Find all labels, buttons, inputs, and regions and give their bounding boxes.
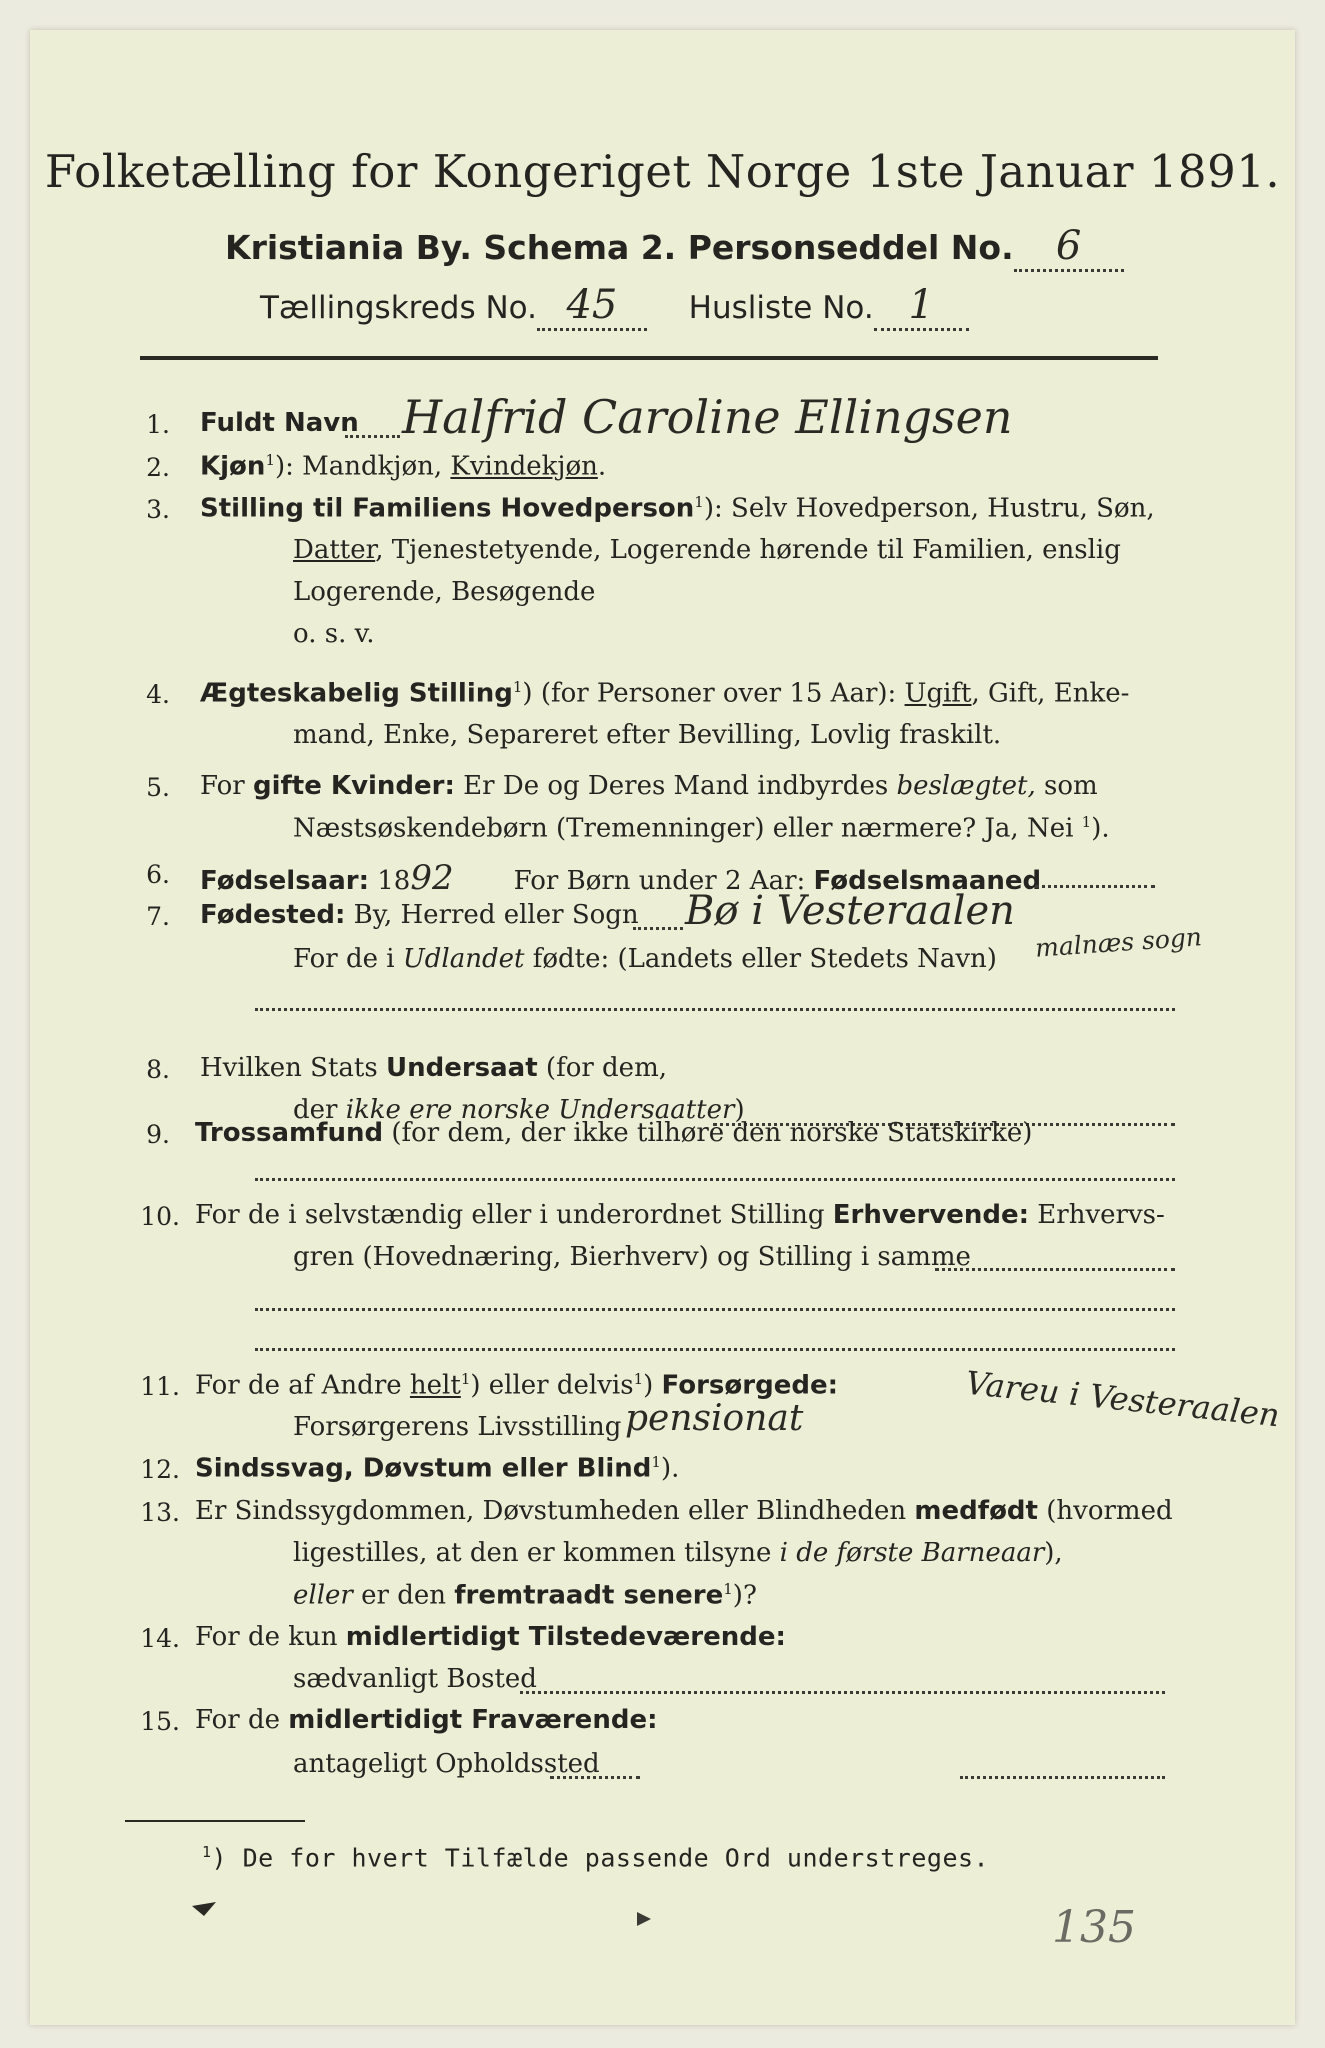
q3-line-1 (200, 493, 1155, 524)
q13-text-1: Er Sindssygdommen, Døvstumheden eller Blindheden (195, 1496, 915, 1526)
header-rule (140, 356, 1158, 360)
q5-pre: For (200, 771, 253, 801)
q9-line (195, 1118, 1032, 1148)
q13-italic-2: eller (293, 1580, 353, 1611)
q9-number: 9. (146, 1120, 170, 1149)
form-title: Folketælling for Kongeriget Norge 1ste Januar 1891. (44, 145, 1281, 198)
q15-leader-1 (550, 1776, 640, 1779)
q13-text-3b: ), (1044, 1538, 1063, 1568)
q13-text-3a: ligestilles, at den er kommen tilsyne (293, 1538, 780, 1568)
q7-text-2a: For de i (293, 944, 403, 974)
q7-text-2b: fødte: (Landets eller Stedets Navn) (524, 944, 997, 974)
q6-number: 6. (146, 860, 170, 889)
page-number: 135 (1052, 1902, 1136, 1953)
q4-label: Ægteskabelig Stilling (200, 678, 513, 709)
q5-end: ). (1091, 813, 1110, 844)
q6-prefix: 18 (369, 866, 411, 896)
q10-text-1: For de i selvstændig eller i underordnet Stilling (195, 1200, 833, 1230)
q11-choice: helt (409, 1370, 461, 1401)
q10-blank-line-1 (255, 1308, 1175, 1311)
q5-text-3: Næstsøskendebørn (Tremenninger) eller nærmere? Ja, Nei (293, 813, 1082, 844)
q8-italic: ikke ere norske Undersaatter (345, 1095, 735, 1125)
q5-italic: beslægtet, (896, 771, 1036, 801)
q4-line-1 (200, 678, 1129, 709)
q12-sup: 1 (651, 1453, 661, 1471)
footnote-rule (125, 1820, 305, 1822)
q12-number: 12. (140, 1455, 180, 1484)
q9-blank-line (255, 1178, 1175, 1181)
q8-number: 8. (146, 1055, 170, 1084)
q6-answer: 92 (410, 858, 454, 898)
q10-number: 10. (140, 1202, 180, 1231)
footnote-text: ) De for hvert Tilfælde passende Ord understreges. (211, 1843, 990, 1873)
q15-leader-2 (960, 1776, 1165, 1779)
q13-line-3 (293, 1580, 757, 1611)
q12-label: Sindssvag, Døvstum eller Blind (195, 1453, 652, 1484)
q8-text-2a: der (293, 1095, 346, 1125)
q2-choice: Kvindekjøn (450, 451, 598, 482)
q5-label: gifte Kvinder: (252, 771, 455, 801)
q5-sup: 1 (1081, 813, 1092, 831)
q2-sup: 1 (265, 451, 275, 469)
q14-line-2: sædvanligt Bosted (293, 1664, 537, 1694)
q12-line (195, 1453, 679, 1484)
q7-label: Fødested: (200, 900, 346, 930)
q11-sup-1: 1 (460, 1370, 471, 1388)
census-form (30, 30, 1295, 2025)
q4-text-2: , Gift, Enke- (971, 678, 1130, 709)
q2-options: ): Mandkjøn, (274, 451, 451, 482)
q7-number: 7. (146, 902, 170, 931)
q14-pre: For de kun (195, 1622, 346, 1652)
kreds-label: Tællingskreds No. (260, 290, 537, 326)
q4-line-2: mand, Enke, Separeret efter Bevilling, Lovlig fraskilt. (293, 720, 1002, 750)
q11-answer: pensionat (625, 1398, 804, 1439)
q13-label: medfødt (914, 1496, 1038, 1526)
q1-answer: Halfrid Caroline Ellingsen (402, 390, 1013, 444)
q3-number: 3. (146, 495, 170, 524)
q1-label-text: Fuldt Navn (200, 408, 359, 438)
q8-text-1: (for dem, (537, 1053, 667, 1083)
q11-line-2: Forsørgerens Livsstilling (293, 1412, 622, 1442)
q2-label: Kjøn (200, 451, 266, 482)
q6-text: For Børn under 2 Aar: (513, 866, 814, 896)
q4-sup: 1 (512, 678, 523, 696)
q13-sup: 1 (723, 1580, 733, 1598)
ink-mark-icon (190, 1898, 220, 1920)
q10-line-2: gren (Hovednæring, Bierhverv) og Stilling i samme (293, 1242, 971, 1272)
q11-number: 11. (140, 1372, 180, 1401)
q11-text-3: ) (643, 1370, 662, 1401)
q15-pre: For de (195, 1705, 289, 1735)
q4-number: 4. (146, 680, 170, 709)
q7-italic: Udlandet (402, 944, 525, 974)
q3-label: Stilling til Familiens Hovedperson (200, 493, 695, 524)
q14-label: midlertidigt Tilstedeværende: (345, 1622, 786, 1652)
q15-line-2: antageligt Opholdssted (293, 1749, 600, 1779)
q2-text (200, 451, 606, 482)
q6-label-2: Fødselsmaaned (813, 866, 1042, 896)
q11-line-1 (195, 1370, 838, 1401)
q13-line-1 (195, 1496, 1173, 1526)
q7-blank-line (255, 1008, 1175, 1011)
q3-line-2 (293, 535, 1121, 565)
q14-leader (520, 1691, 1165, 1694)
q11-text-2: ) eller delvis (470, 1370, 634, 1401)
q8-pre: Hvilken Stats (200, 1053, 386, 1083)
q13-text-4b: )? (732, 1580, 757, 1611)
q10-line-1 (195, 1200, 1165, 1230)
kreds-line (260, 282, 969, 331)
q2-number: 2. (146, 453, 170, 482)
q6-leader (1035, 885, 1155, 888)
personseddel-number: 6 (1014, 223, 1124, 272)
q3-line-4: o. s. v. (293, 619, 375, 649)
q10-label: Erhvervende: (832, 1200, 1030, 1230)
q11-text-1: For de af Andre (195, 1370, 410, 1401)
footnote-sup: 1 (202, 1843, 212, 1861)
q10-blank-line-2 (255, 1348, 1175, 1351)
q5-line-2 (293, 813, 1110, 844)
q13-number: 13. (140, 1498, 180, 1527)
q3-line-3: Logerende, Besøgende (293, 577, 596, 607)
q7-line-1 (200, 900, 639, 930)
q10-leader (935, 1268, 1175, 1271)
q6-label: Fødselsaar: (200, 866, 369, 896)
q11-sup-2: 1 (633, 1370, 644, 1388)
q3-sup: 1 (694, 493, 704, 511)
q15-number: 15. (140, 1707, 180, 1736)
husliste-label: Husliste No. (688, 290, 874, 326)
q7-answer-2: malnæs sogn (1034, 922, 1203, 963)
q8-text-2b: ) (734, 1095, 745, 1125)
q1-leader (345, 435, 400, 438)
q1-number: 1. (146, 410, 170, 439)
form-subtitle (225, 223, 1124, 272)
q9-text: (for dem, der ikke tilhøre den norske Statskirke) (383, 1118, 1033, 1148)
q3-text-1: ): Selv Hovedperson, Hustru, Søn, (703, 493, 1155, 524)
q7-leader (633, 927, 683, 930)
q13-italic: i de første Barneaar (779, 1538, 1045, 1568)
q3-choice: Datter (293, 535, 376, 565)
q2-end: . (597, 451, 607, 482)
q1-label (200, 408, 359, 438)
subtitle-prefix: Kristiania By. Schema 2. Personseddel No. (225, 228, 1014, 267)
q7-answer: Bø i Vesteraalen (685, 888, 1015, 934)
q14-line-1 (195, 1622, 786, 1652)
q8-line-1 (200, 1053, 667, 1083)
kreds-number: 45 (537, 282, 647, 331)
q9-label: Trossamfund (195, 1118, 384, 1148)
q15-line-1 (195, 1705, 657, 1735)
husliste-number: 1 (874, 282, 969, 331)
q13-text-4a: er den (352, 1580, 455, 1611)
q14-number: 14. (140, 1624, 180, 1653)
q11-answer-2: Vareu i Vesteraalen (963, 1363, 1282, 1435)
q11-label: Forsørgede: (661, 1370, 838, 1401)
q5-number: 5. (146, 773, 170, 802)
q5-text-1: Er De og Deres Mand indbyrdes (454, 771, 897, 801)
q13-label-2: fremtraadt senere (454, 1580, 724, 1611)
q5-line-1 (200, 771, 1098, 801)
q7-text-1: By, Herred eller Sogn (345, 900, 639, 930)
q10-text-2: Erhvervs- (1029, 1200, 1165, 1230)
q5-text-2: som (1035, 771, 1098, 801)
q15-label: midlertidigt Fraværende: (288, 1705, 658, 1735)
q13-line-2 (293, 1538, 1063, 1568)
q12-end: ). (660, 1453, 680, 1484)
q4-text-1: ) (for Personer over 15 Aar): (522, 678, 905, 709)
q8-label: Undersaat (385, 1053, 538, 1083)
q4-choice: Ugift (904, 678, 972, 709)
q13-text-2: (hvormed (1037, 1496, 1173, 1526)
footnote (202, 1843, 989, 1872)
q3-text-2: , Tjenestetyende, Logerende hørende til Familien, enslig (375, 535, 1121, 565)
q7-line-2 (293, 944, 997, 974)
arrow-mark-icon (635, 1910, 653, 1928)
